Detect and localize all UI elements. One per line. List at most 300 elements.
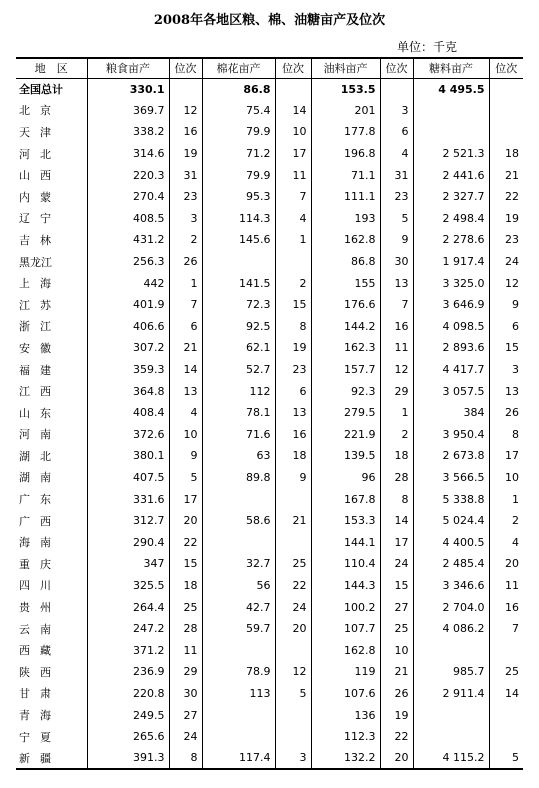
grain-rank: 12 (169, 100, 202, 122)
cotton-yield: 78.1 (202, 402, 275, 424)
cotton-rank: 14 (275, 100, 311, 122)
table-row (16, 553, 523, 575)
sugar-yield: 5 024.4 (413, 510, 489, 532)
cotton-rank: 8 (275, 316, 311, 338)
region-label: 河北 (19, 147, 61, 161)
region-name (16, 359, 87, 381)
cotton-rank (275, 488, 311, 510)
table-row (16, 272, 523, 294)
region-label: 湖北 (19, 449, 61, 463)
table-row (16, 424, 523, 446)
region-name (16, 531, 87, 553)
sugar-yield: 3 566.5 (413, 467, 489, 489)
sugar-rank: 8 (489, 424, 523, 446)
region-label: 湖南 (19, 471, 61, 485)
region-name (16, 186, 87, 208)
region-name (16, 229, 87, 251)
table-row (16, 488, 523, 510)
region-label: 四川 (19, 579, 61, 593)
oil-rank: 21 (380, 661, 413, 683)
region-name (16, 575, 87, 597)
region-name (16, 121, 87, 143)
region-name (16, 596, 87, 618)
cotton-yield: 145.6 (202, 229, 275, 251)
sugar-yield: 4 098.5 (413, 316, 489, 338)
sugar-rank: 19 (489, 208, 523, 230)
cotton-rank: 5 (275, 683, 311, 705)
region-label: 西藏 (19, 644, 61, 658)
grain-yield: 442 (87, 272, 169, 294)
oil-rank: 18 (380, 445, 413, 467)
grain-rank: 20 (169, 510, 202, 532)
sugar-rank: 21 (489, 164, 523, 186)
oil-yield: 201 (311, 100, 380, 122)
cotton-rank (275, 78, 311, 100)
sugar-rank (489, 78, 523, 100)
sugar-yield: 3 057.5 (413, 380, 489, 402)
region-label: 全国总计 (19, 83, 63, 97)
sugar-rank: 16 (489, 596, 523, 618)
oil-rank: 9 (380, 229, 413, 251)
oil-rank: 5 (380, 208, 413, 230)
cotton-yield: 72.3 (202, 294, 275, 316)
grain-rank: 3 (169, 208, 202, 230)
oil-yield: 157.7 (311, 359, 380, 381)
cotton-yield: 42.7 (202, 596, 275, 618)
oil-rank: 23 (380, 186, 413, 208)
grain-yield: 331.6 (87, 488, 169, 510)
region-label: 贵州 (19, 601, 61, 615)
oil-rank: 20 (380, 747, 413, 769)
sugar-rank: 10 (489, 467, 523, 489)
header-cotton-rank: 位次 (275, 58, 311, 78)
yield-ranking-table (16, 57, 523, 770)
region-name (16, 424, 87, 446)
oil-yield: 96 (311, 467, 380, 489)
cotton-yield: 32.7 (202, 553, 275, 575)
cotton-yield: 86.8 (202, 78, 275, 100)
grain-yield: 270.4 (87, 186, 169, 208)
region-name (16, 747, 87, 769)
region-label: 河南 (19, 428, 61, 442)
grain-yield: 347 (87, 553, 169, 575)
region-name (16, 100, 87, 122)
grain-yield: 408.5 (87, 208, 169, 230)
grain-rank: 27 (169, 704, 202, 726)
sugar-yield: 5 338.8 (413, 488, 489, 510)
unit-label: 单位：千克 (396, 40, 457, 54)
cotton-yield: 75.4 (202, 100, 275, 122)
cotton-rank: 7 (275, 186, 311, 208)
region-label: 重庆 (19, 557, 61, 571)
sugar-yield: 2 521.3 (413, 143, 489, 165)
table-row (16, 380, 523, 402)
region-label: 浙江 (19, 320, 61, 334)
cotton-rank (275, 704, 311, 726)
region-name (16, 553, 87, 575)
region-label: 北京 (19, 104, 61, 118)
oil-yield: 92.3 (311, 380, 380, 402)
cotton-rank: 17 (275, 143, 311, 165)
cotton-rank: 3 (275, 747, 311, 769)
cotton-yield: 92.5 (202, 316, 275, 338)
grain-rank: 23 (169, 186, 202, 208)
oil-rank: 13 (380, 272, 413, 294)
cotton-rank (275, 726, 311, 748)
sugar-yield: 2 485.4 (413, 553, 489, 575)
grain-yield: 391.3 (87, 747, 169, 769)
table-row (16, 747, 523, 769)
region-name (16, 208, 87, 230)
region-label: 宁夏 (19, 730, 61, 744)
cotton-rank (275, 251, 311, 273)
oil-yield: 196.8 (311, 143, 380, 165)
oil-rank (380, 78, 413, 100)
grain-rank: 11 (169, 639, 202, 661)
oil-yield: 107.6 (311, 683, 380, 705)
sugar-yield: 3 646.9 (413, 294, 489, 316)
cotton-yield: 52.7 (202, 359, 275, 381)
table-row (16, 143, 523, 165)
grain-rank: 21 (169, 337, 202, 359)
oil-rank: 28 (380, 467, 413, 489)
sugar-yield: 2 441.6 (413, 164, 489, 186)
grain-yield: 431.2 (87, 229, 169, 251)
cotton-yield: 89.8 (202, 467, 275, 489)
cotton-yield: 79.9 (202, 164, 275, 186)
table-row (16, 445, 523, 467)
cotton-yield: 117.4 (202, 747, 275, 769)
region-label: 云南 (19, 622, 61, 636)
cotton-rank: 22 (275, 575, 311, 597)
table-row (16, 229, 523, 251)
oil-rank: 22 (380, 726, 413, 748)
sugar-rank: 12 (489, 272, 523, 294)
oil-yield: 153.3 (311, 510, 380, 532)
cotton-rank: 10 (275, 121, 311, 143)
oil-rank: 7 (380, 294, 413, 316)
cotton-rank: 12 (275, 661, 311, 683)
cotton-rank: 16 (275, 424, 311, 446)
grain-rank: 28 (169, 618, 202, 640)
cotton-yield: 71.6 (202, 424, 275, 446)
sugar-rank: 22 (489, 186, 523, 208)
grain-yield: 249.5 (87, 704, 169, 726)
grain-rank: 2 (169, 229, 202, 251)
grain-yield: 256.3 (87, 251, 169, 273)
cotton-rank (275, 639, 311, 661)
region-name (16, 683, 87, 705)
sugar-yield: 384 (413, 402, 489, 424)
region-name (16, 445, 87, 467)
oil-yield: 71.1 (311, 164, 380, 186)
oil-rank: 6 (380, 121, 413, 143)
oil-rank: 26 (380, 683, 413, 705)
grain-yield: 338.2 (87, 121, 169, 143)
region-label: 青海 (19, 709, 61, 723)
sugar-rank (489, 726, 523, 748)
oil-rank: 25 (380, 618, 413, 640)
header-grain-rank: 位次 (169, 58, 202, 78)
sugar-rank: 18 (489, 143, 523, 165)
sugar-rank: 11 (489, 575, 523, 597)
sugar-yield: 2 704.0 (413, 596, 489, 618)
table-row (16, 294, 523, 316)
region-name (16, 402, 87, 424)
region-label: 内蒙 (19, 190, 61, 204)
cotton-rank: 21 (275, 510, 311, 532)
grain-yield: 236.9 (87, 661, 169, 683)
sugar-rank: 1 (489, 488, 523, 510)
cotton-rank: 19 (275, 337, 311, 359)
grain-rank: 9 (169, 445, 202, 467)
sugar-rank: 20 (489, 553, 523, 575)
sugar-yield (413, 121, 489, 143)
grain-yield: 364.8 (87, 380, 169, 402)
oil-yield: 132.2 (311, 747, 380, 769)
table-row (16, 575, 523, 597)
table-row (16, 726, 523, 748)
region-label: 吉林 (19, 233, 61, 247)
sugar-yield: 4 495.5 (413, 78, 489, 100)
sugar-rank: 25 (489, 661, 523, 683)
region-name (16, 251, 87, 273)
region-name (16, 164, 87, 186)
oil-rank: 30 (380, 251, 413, 273)
table-row (16, 337, 523, 359)
region-name (16, 639, 87, 661)
oil-rank: 3 (380, 100, 413, 122)
sugar-yield: 3 950.4 (413, 424, 489, 446)
oil-yield: 136 (311, 704, 380, 726)
table-title: 2008年各地区粮、棉、油糖亩产及位次 (153, 13, 386, 28)
grain-yield: 359.3 (87, 359, 169, 381)
table-row (16, 164, 523, 186)
sugar-rank: 24 (489, 251, 523, 273)
table-row (16, 402, 523, 424)
grain-rank: 26 (169, 251, 202, 273)
region-name (16, 294, 87, 316)
region-label: 山西 (19, 169, 61, 183)
oil-rank: 2 (380, 424, 413, 446)
oil-rank: 27 (380, 596, 413, 618)
cotton-rank: 24 (275, 596, 311, 618)
cotton-yield: 112 (202, 380, 275, 402)
grain-rank: 1 (169, 272, 202, 294)
oil-rank: 12 (380, 359, 413, 381)
oil-rank: 24 (380, 553, 413, 575)
sugar-yield: 2 498.4 (413, 208, 489, 230)
sugar-rank: 23 (489, 229, 523, 251)
region-name (16, 143, 87, 165)
region-label: 山东 (19, 406, 61, 420)
oil-yield: 144.1 (311, 531, 380, 553)
region-name (16, 488, 87, 510)
region-label: 天津 (19, 125, 61, 139)
cotton-yield (202, 531, 275, 553)
sugar-yield: 4 115.2 (413, 747, 489, 769)
oil-yield: 110.4 (311, 553, 380, 575)
cotton-rank: 13 (275, 402, 311, 424)
sugar-yield: 2 673.8 (413, 445, 489, 467)
region-label: 新疆 (19, 751, 61, 765)
oil-yield: 111.1 (311, 186, 380, 208)
grain-rank: 22 (169, 531, 202, 553)
region-label: 江苏 (19, 298, 61, 312)
grain-yield: 220.8 (87, 683, 169, 705)
cotton-yield: 71.2 (202, 143, 275, 165)
region-name (16, 618, 87, 640)
sugar-rank: 7 (489, 618, 523, 640)
grain-yield: 408.4 (87, 402, 169, 424)
grain-yield: 371.2 (87, 639, 169, 661)
cotton-rank: 20 (275, 618, 311, 640)
sugar-rank: 4 (489, 531, 523, 553)
sugar-rank: 2 (489, 510, 523, 532)
grain-yield: 247.2 (87, 618, 169, 640)
table-row (16, 510, 523, 532)
grain-yield: 406.6 (87, 316, 169, 338)
table-row (16, 639, 523, 661)
cotton-yield: 62.1 (202, 337, 275, 359)
sugar-yield: 1 917.4 (413, 251, 489, 273)
sugar-rank: 3 (489, 359, 523, 381)
grain-rank: 19 (169, 143, 202, 165)
sugar-rank: 13 (489, 380, 523, 402)
oil-rank: 17 (380, 531, 413, 553)
sugar-yield: 2 278.6 (413, 229, 489, 251)
table-row (16, 186, 523, 208)
oil-yield: 193 (311, 208, 380, 230)
table-row (16, 100, 523, 122)
oil-yield: 112.3 (311, 726, 380, 748)
cotton-rank: 1 (275, 229, 311, 251)
cotton-yield (202, 251, 275, 273)
region-name (16, 704, 87, 726)
grain-rank: 4 (169, 402, 202, 424)
region-name (16, 380, 87, 402)
region-name (16, 467, 87, 489)
region-name (16, 726, 87, 748)
cotton-rank: 15 (275, 294, 311, 316)
grain-rank: 8 (169, 747, 202, 769)
oil-yield: 279.5 (311, 402, 380, 424)
grain-yield: 314.6 (87, 143, 169, 165)
region-label: 陕西 (19, 665, 61, 679)
cotton-rank: 6 (275, 380, 311, 402)
table-row (16, 704, 523, 726)
region-label: 黑龙江 (19, 255, 52, 269)
table-row (16, 208, 523, 230)
header-row (16, 58, 523, 78)
sugar-rank (489, 704, 523, 726)
region-name (16, 661, 87, 683)
region-name (16, 337, 87, 359)
sugar-rank: 5 (489, 747, 523, 769)
oil-yield: 107.7 (311, 618, 380, 640)
sugar-yield: 4 086.2 (413, 618, 489, 640)
region-label: 甘肃 (19, 687, 61, 701)
header-sugar-yield: 糖料亩产 (413, 58, 489, 78)
sugar-rank: 26 (489, 402, 523, 424)
sugar-rank: 6 (489, 316, 523, 338)
sugar-yield (413, 639, 489, 661)
sugar-yield: 3 346.6 (413, 575, 489, 597)
cotton-rank: 2 (275, 272, 311, 294)
sugar-rank (489, 121, 523, 143)
oil-yield: 119 (311, 661, 380, 683)
grain-yield: 220.3 (87, 164, 169, 186)
sugar-yield: 2 327.7 (413, 186, 489, 208)
grain-rank: 17 (169, 488, 202, 510)
oil-rank: 29 (380, 380, 413, 402)
table-row (16, 316, 523, 338)
region-name (16, 272, 87, 294)
oil-rank: 14 (380, 510, 413, 532)
table-row (16, 251, 523, 273)
grain-yield: 265.6 (87, 726, 169, 748)
region-name (16, 78, 87, 100)
grain-yield: 401.9 (87, 294, 169, 316)
oil-yield: 177.8 (311, 121, 380, 143)
oil-yield: 176.6 (311, 294, 380, 316)
header-grain-yield: 粮食亩产 (87, 58, 169, 78)
header-sugar-rank: 位次 (489, 58, 523, 78)
grain-yield: 372.6 (87, 424, 169, 446)
oil-rank: 16 (380, 316, 413, 338)
header-oil-rank: 位次 (380, 58, 413, 78)
table-row (16, 683, 523, 705)
region-label: 海南 (19, 536, 61, 550)
sugar-yield (413, 726, 489, 748)
oil-yield: 144.3 (311, 575, 380, 597)
cotton-yield: 113 (202, 683, 275, 705)
sugar-yield: 985.7 (413, 661, 489, 683)
table-row (16, 531, 523, 553)
cotton-yield: 78.9 (202, 661, 275, 683)
oil-yield: 139.5 (311, 445, 380, 467)
oil-rank: 11 (380, 337, 413, 359)
oil-rank: 8 (380, 488, 413, 510)
grain-rank: 31 (169, 164, 202, 186)
cotton-yield: 59.7 (202, 618, 275, 640)
grain-rank: 13 (169, 380, 202, 402)
table-row (16, 467, 523, 489)
grain-yield: 290.4 (87, 531, 169, 553)
sugar-rank (489, 639, 523, 661)
header-cotton-yield: 棉花亩产 (202, 58, 275, 78)
region-label: 江西 (19, 385, 61, 399)
oil-rank: 4 (380, 143, 413, 165)
cotton-yield (202, 488, 275, 510)
oil-rank: 15 (380, 575, 413, 597)
oil-yield: 162.8 (311, 229, 380, 251)
sugar-yield: 2 893.6 (413, 337, 489, 359)
cotton-yield (202, 704, 275, 726)
cotton-yield: 56 (202, 575, 275, 597)
oil-yield: 100.2 (311, 596, 380, 618)
cotton-yield (202, 639, 275, 661)
table-row (16, 661, 523, 683)
table-row (16, 121, 523, 143)
grain-yield: 312.7 (87, 510, 169, 532)
oil-yield: 153.5 (311, 78, 380, 100)
region-label: 广西 (19, 514, 61, 528)
cotton-rank: 23 (275, 359, 311, 381)
grain-rank (169, 78, 202, 100)
header-oil-yield: 油料亩产 (311, 58, 380, 78)
table-row (16, 359, 523, 381)
